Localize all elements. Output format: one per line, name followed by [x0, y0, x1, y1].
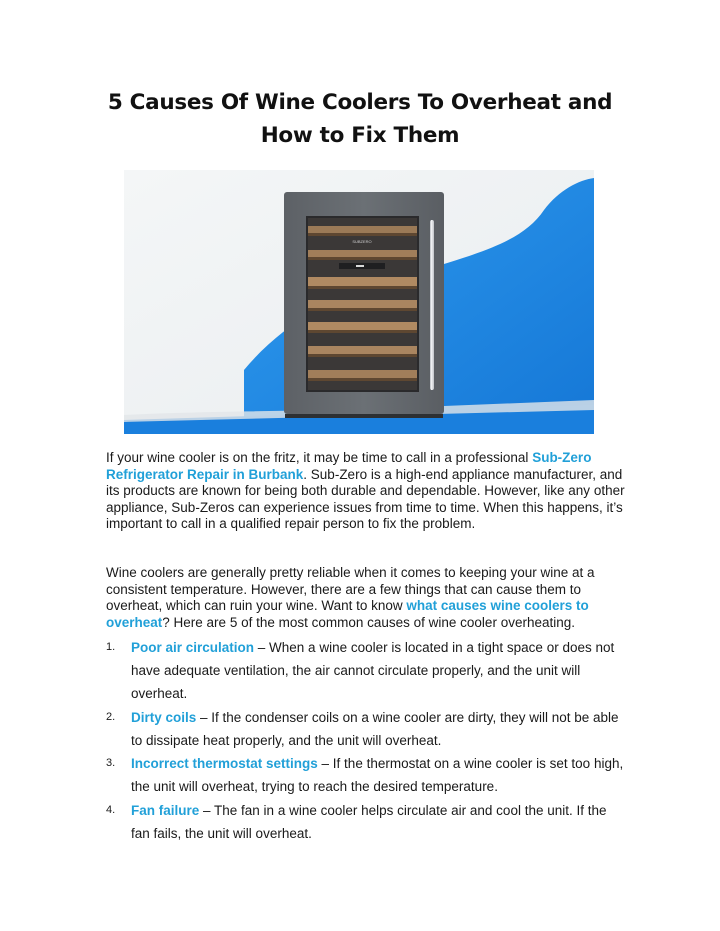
page-title [60, 86, 660, 152]
cause-title-link[interactable]: Dirty coils [131, 709, 197, 725]
overheat-causes-link[interactable]: what causes wine coolers to overheat [106, 598, 589, 630]
causes-list [106, 636, 626, 845]
cause-title-link[interactable]: Poor air circulation [131, 640, 255, 655]
overheat-paragraph: Wine coolers are generally pretty reliable when it comes to keeping your wine at a consistent temperature. However, there are a few things that can cause them to overheat, which can ruin your wine. Want to know what causes wine coolers to overheat? Here are 5 of the most common causes of wine cooler overheating. [106, 565, 595, 630]
list-item: 1. Poor air circulation – When a wine cooler is located in a tight space or does not have adequate ventilation, the air cannot circulate properly, and the unit will overheat. [106, 640, 615, 701]
sub-zero-repair-link[interactable]: Sub-Zero Refrigerator Repair in Burbank [106, 450, 592, 482]
intro-paragraph: If your wine cooler is on the fritz, it may be time to call in a professional Sub-Zero Refrigerator Repair in Burbank. Sub-Zero is a high-end appliance manufacturer, and its products are known for being both durable and dependable. However, like any other appliance, Sub-Zeros can experience issues from time to time. When this happens, it’s important to call in a qualified repair person to fix the problem. [106, 450, 625, 531]
cause-title-link[interactable]: Fan failure [131, 802, 200, 818]
cause-title-link[interactable]: Incorrect thermostat settings [131, 756, 318, 771]
list-item: 3. Incorrect thermostat settings – If the thermostat on a wine cooler is set too high, the unit will overheat, trying to reach the desired temperature. [106, 756, 624, 794]
title-line-2: How to Fix Them [260, 123, 460, 148]
cooler-toe-kick [285, 414, 443, 418]
list-item: 4. Fan failure – The fan in a wine cooler helps circulate air and cool the unit. If the fan fails, the unit will overheat. [106, 802, 607, 841]
title-line-1: 5 Causes Of Wine Coolers To Overheat and [107, 90, 613, 115]
wine-cooler-image [124, 170, 594, 434]
list-item: 2. Dirty coils – If the condenser coils on a wine cooler are dirty, they will not be able to dissipate heat properly, and the unit will overheat. [106, 709, 619, 748]
brand-label: SUBZERO [352, 239, 372, 244]
